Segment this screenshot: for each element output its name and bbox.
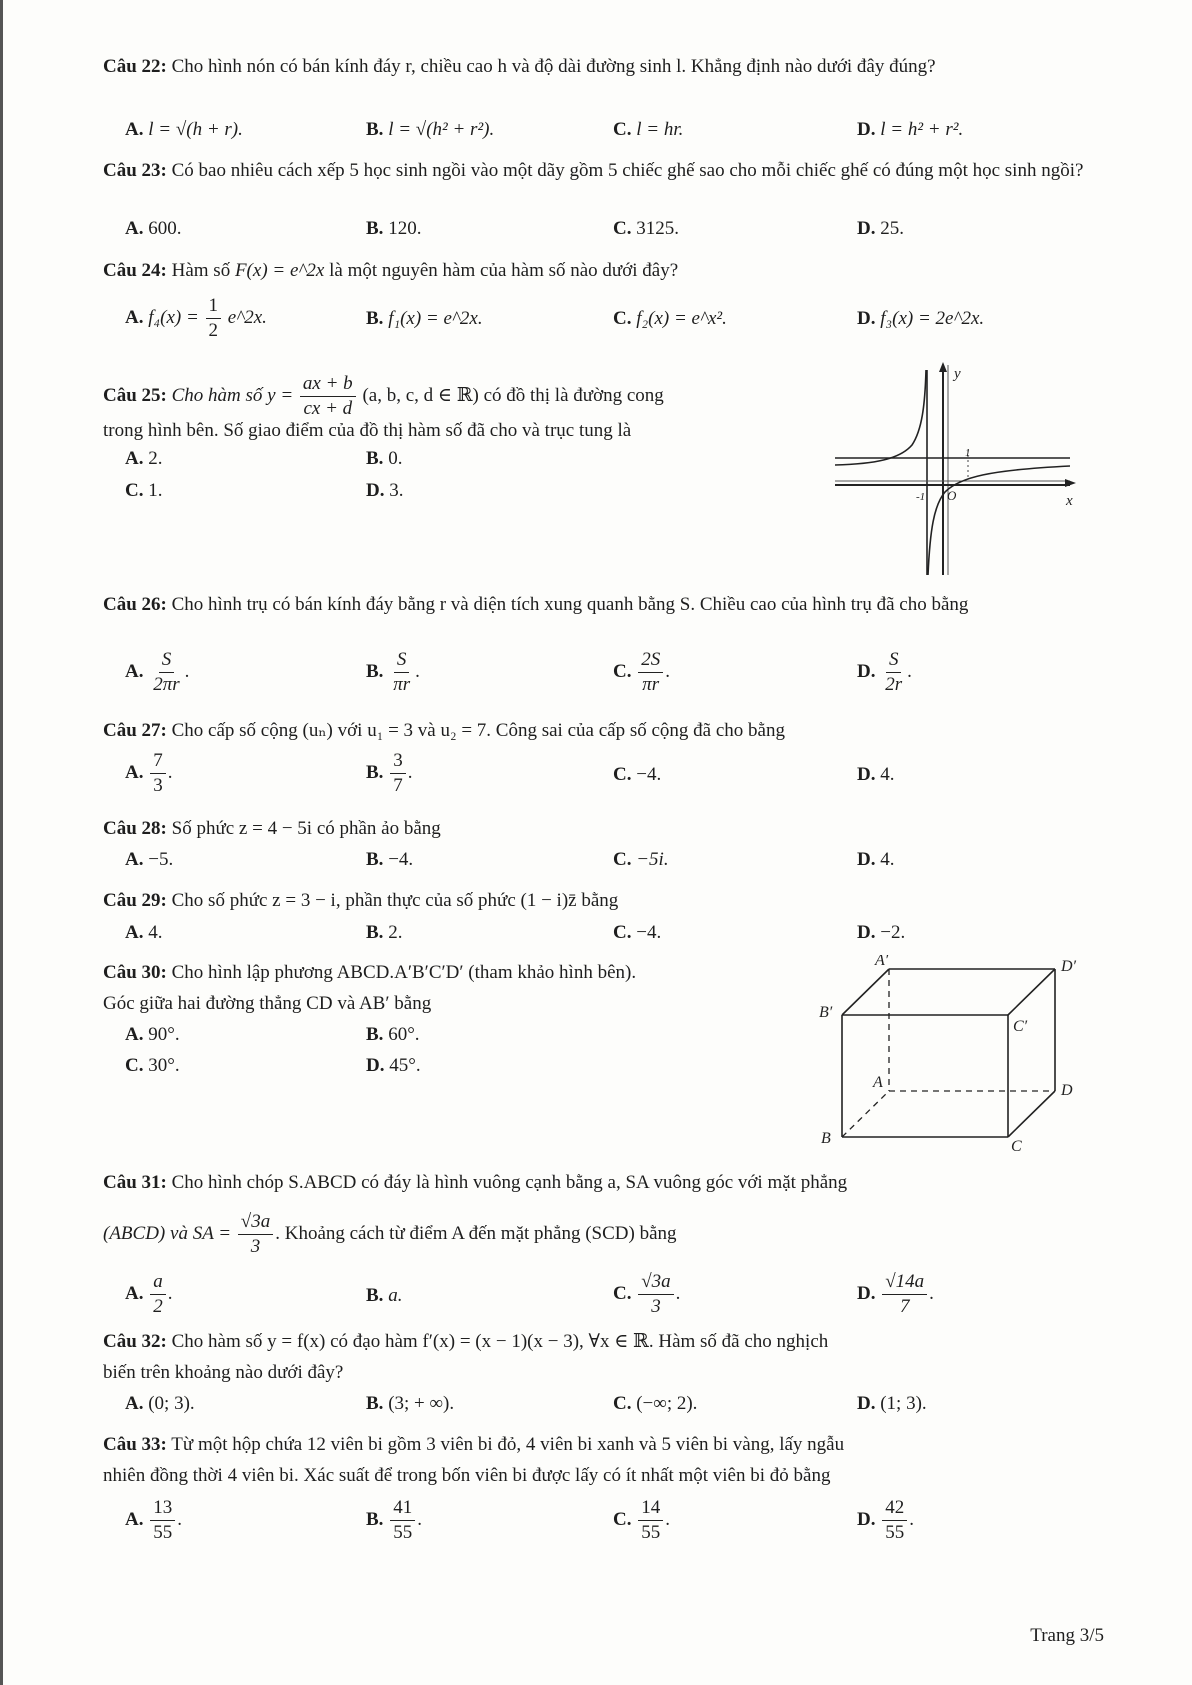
option-b: B. 2. (366, 922, 403, 943)
question-26 (103, 592, 1088, 618)
option-c: C. $\frac{2S}{\pi r}$ . (613, 649, 670, 695)
tick-label-neg-one: -1 (916, 491, 926, 503)
option-d: D. $\frac{√14a}{7}$ . (857, 1271, 934, 1317)
question-text: Cho cấp số cộng (uₙ) với u₁ = 3 và u₂ = 7. Công sai của cấp số cộng đã cho bằng (171, 720, 785, 741)
option-b: B. a. (366, 1285, 403, 1306)
fraction: $\frac{1}{2}$ (206, 294, 222, 343)
option-a: A. $\frac{a}{2}$ . (125, 1271, 173, 1317)
question-32 (103, 1329, 828, 1355)
question-text: Số phức z = 4 − 5i có phần ảo bằng (171, 818, 441, 839)
question-30 (103, 960, 636, 986)
question-number: Câu 30: (103, 962, 167, 983)
function-expression: F(x) = e^2x (234, 260, 325, 281)
question-30-line2: Góc giữa hai đường thẳng CD và AB′ bằng (103, 993, 432, 1014)
vertex-label: A (873, 1074, 883, 1091)
option-c: C. (−∞; 2). (613, 1393, 698, 1414)
question-27 (103, 718, 785, 744)
vertex-label: D (1061, 1082, 1073, 1099)
question-text: (ABCD) và SA = (103, 1222, 232, 1244)
option-c: C. 3125. (613, 218, 679, 239)
question-number: Câu 33: (103, 1434, 167, 1455)
question-text-tail: (a, b, c, d ∈ ℝ) có đồ thị là đường cong (362, 384, 664, 406)
question-number: Câu 27: (103, 720, 167, 741)
question-number: Câu 25: (103, 384, 167, 406)
option-d: D. (1; 3). (857, 1393, 927, 1414)
option-c: C. −5i. (613, 849, 669, 870)
option-d: D. 4. (857, 849, 895, 870)
option-b: B. l = √(h² + r²). (366, 119, 495, 140)
question-number: Câu 28: (103, 818, 167, 839)
option-c: C. $\frac{√3a}{3}$ . (613, 1271, 681, 1317)
question-29 (103, 888, 618, 914)
option-b: B. 120. (366, 218, 422, 239)
option-a: A. 90°. (125, 1024, 180, 1045)
question-text: Cho số phức z = 3 − i, phần thực của số phức (1 − i)z̄ bằng (171, 890, 619, 911)
question-text-tail: . Khoảng cách từ điểm A đến mặt phẳng (SCD) bằng (275, 1222, 677, 1244)
option-a: A. (0; 3). (125, 1393, 195, 1414)
hyperbola-graph (830, 360, 1080, 585)
question-31 (103, 1170, 847, 1196)
question-text: Có bao nhiêu cách xếp 5 học sinh ngồi vào một dãy gồm 5 chiếc ghế sao cho mỗi chiếc ghế có đúng một học sinh ngồi? (171, 160, 1084, 181)
option-d: D. 3. (366, 480, 404, 501)
option-d: D. 4. (857, 764, 895, 785)
cube-figure (815, 955, 1090, 1155)
option-c: C. f₂(x) = e^x². (613, 308, 727, 329)
option-b: B. (3; + ∞). (366, 1393, 455, 1414)
question-33-line2: nhiên đồng thời 4 viên bi. Xác suất để trong bốn viên bi được lấy có ít nhất một viên bi đỏ bằng (103, 1465, 831, 1486)
question-23 (103, 158, 1088, 184)
option-d: D. $\frac{S}{2r}$ . (857, 649, 912, 695)
question-25-line2: trong hình bên. Số giao điểm của đồ thị hàm số đã cho và trục tung là (103, 420, 632, 441)
question-number: Câu 32: (103, 1331, 167, 1352)
option-a: A. 2. (125, 448, 163, 469)
fraction: $\frac{√3a}{3}$ (238, 1210, 273, 1259)
question-24 (103, 258, 678, 284)
option-a: A. 4. (125, 922, 163, 943)
question-number: Câu 26: (103, 594, 167, 615)
vertex-label: C (1011, 1138, 1022, 1155)
question-25 (103, 372, 664, 421)
question-31-line2 (103, 1210, 677, 1259)
question-text: Cho hình nón có bán kính đáy r, chiều cao h và độ dài đường sinh l. Khẳng định nào dưới đây đúng? (171, 56, 936, 77)
option-d: D. 25. (857, 218, 904, 239)
option-c: C. l = hr. (613, 119, 684, 140)
question-text: Cho hình trụ có bán kính đáy bằng r và diện tích xung quanh bằng S. Chiều cao của hình trụ đã cho bằng (171, 594, 969, 615)
question-text-tail: là một nguyên hàm của hàm số nào dưới đây? (329, 260, 679, 281)
question-32-line2: biến trên khoảng nào dưới đây? (103, 1362, 344, 1383)
option-b: B. f₁(x) = e^2x. (366, 308, 483, 329)
option-d: D. $\frac{42}{55}$ . (857, 1497, 914, 1543)
option-b: B. −4. (366, 849, 414, 870)
question-22 (103, 54, 1088, 80)
vertex-label: D′ (1061, 958, 1077, 975)
vertex-label: A′ (875, 955, 889, 969)
question-text: Từ một hộp chứa 12 viên bi gồm 3 viên bi đỏ, 4 viên bi xanh và 5 viên bi vàng, lấy ngẫu (171, 1434, 845, 1455)
option-b: B. $\frac{S}{\pi r}$ . (366, 649, 420, 695)
option-b: B. 0. (366, 448, 403, 469)
option-b: B. $\frac{3}{7}$ . (366, 750, 413, 796)
question-text: Hàm số (171, 260, 231, 281)
option-a: A. −5. (125, 849, 174, 870)
option-d: D. l = h² + r². (857, 119, 964, 140)
option-b: B. $\frac{41}{55}$ . (366, 1497, 422, 1543)
vertex-label: B′ (819, 1004, 833, 1021)
question-number: Câu 22: (103, 56, 167, 77)
question-text: Cho hình chóp S.ABCD có đáy là hình vuông cạnh bằng a, SA vuông góc với mặt phẳng (171, 1172, 848, 1193)
vertex-label: C′ (1013, 1018, 1028, 1035)
origin-label: O (947, 488, 957, 503)
question-33 (103, 1432, 844, 1458)
option-d: D. −2. (857, 922, 906, 943)
fraction: $\frac{ax + b}{cx + d}$ (300, 372, 356, 421)
question-text: Cho hàm số y = (171, 384, 294, 406)
question-number: Câu 31: (103, 1172, 167, 1193)
option-c: C. $\frac{14}{55}$ . (613, 1497, 670, 1543)
option-a: A. f₄(x) = $\frac{1}{2}$ e^2x. (125, 295, 267, 341)
vertex-label: B (821, 1130, 831, 1147)
option-a: A. $\frac{S}{2\pi r}$ . (125, 649, 190, 695)
question-number: Câu 24: (103, 260, 167, 281)
option-d: D. 45°. (366, 1055, 421, 1076)
scan-edge (0, 0, 3, 1685)
option-c: C. 1. (125, 480, 163, 501)
y-axis-label: y (954, 366, 961, 382)
option-a: A. l = √(h + r). (125, 119, 243, 140)
question-number: Câu 23: (103, 160, 167, 181)
option-a: A. $\frac{7}{3}$ . (125, 750, 173, 796)
question-text: Cho hình lập phương ABCD.A′B′C′D′ (tham khảo hình bên). (171, 962, 637, 983)
option-c: C. −4. (613, 922, 662, 943)
option-c: C. −4. (613, 764, 662, 785)
option-c: C. 30°. (125, 1055, 180, 1076)
x-axis-label: x (1066, 493, 1073, 509)
tick-label-one: 1 (965, 447, 971, 459)
option-b: B. 60°. (366, 1024, 420, 1045)
question-28 (103, 816, 441, 842)
option-a: A. $\frac{13}{55}$ . (125, 1497, 182, 1543)
question-number: Câu 29: (103, 890, 167, 911)
option-d: D. f₃(x) = 2e^2x. (857, 308, 985, 329)
page-number: Trang 3/5 (1030, 1625, 1104, 1646)
question-text: Cho hàm số y = f(x) có đạo hàm f′(x) = (x − 1)(x − 3), ∀x ∈ ℝ. Hàm số đã cho nghịch (171, 1331, 829, 1352)
option-a: A. 600. (125, 218, 182, 239)
